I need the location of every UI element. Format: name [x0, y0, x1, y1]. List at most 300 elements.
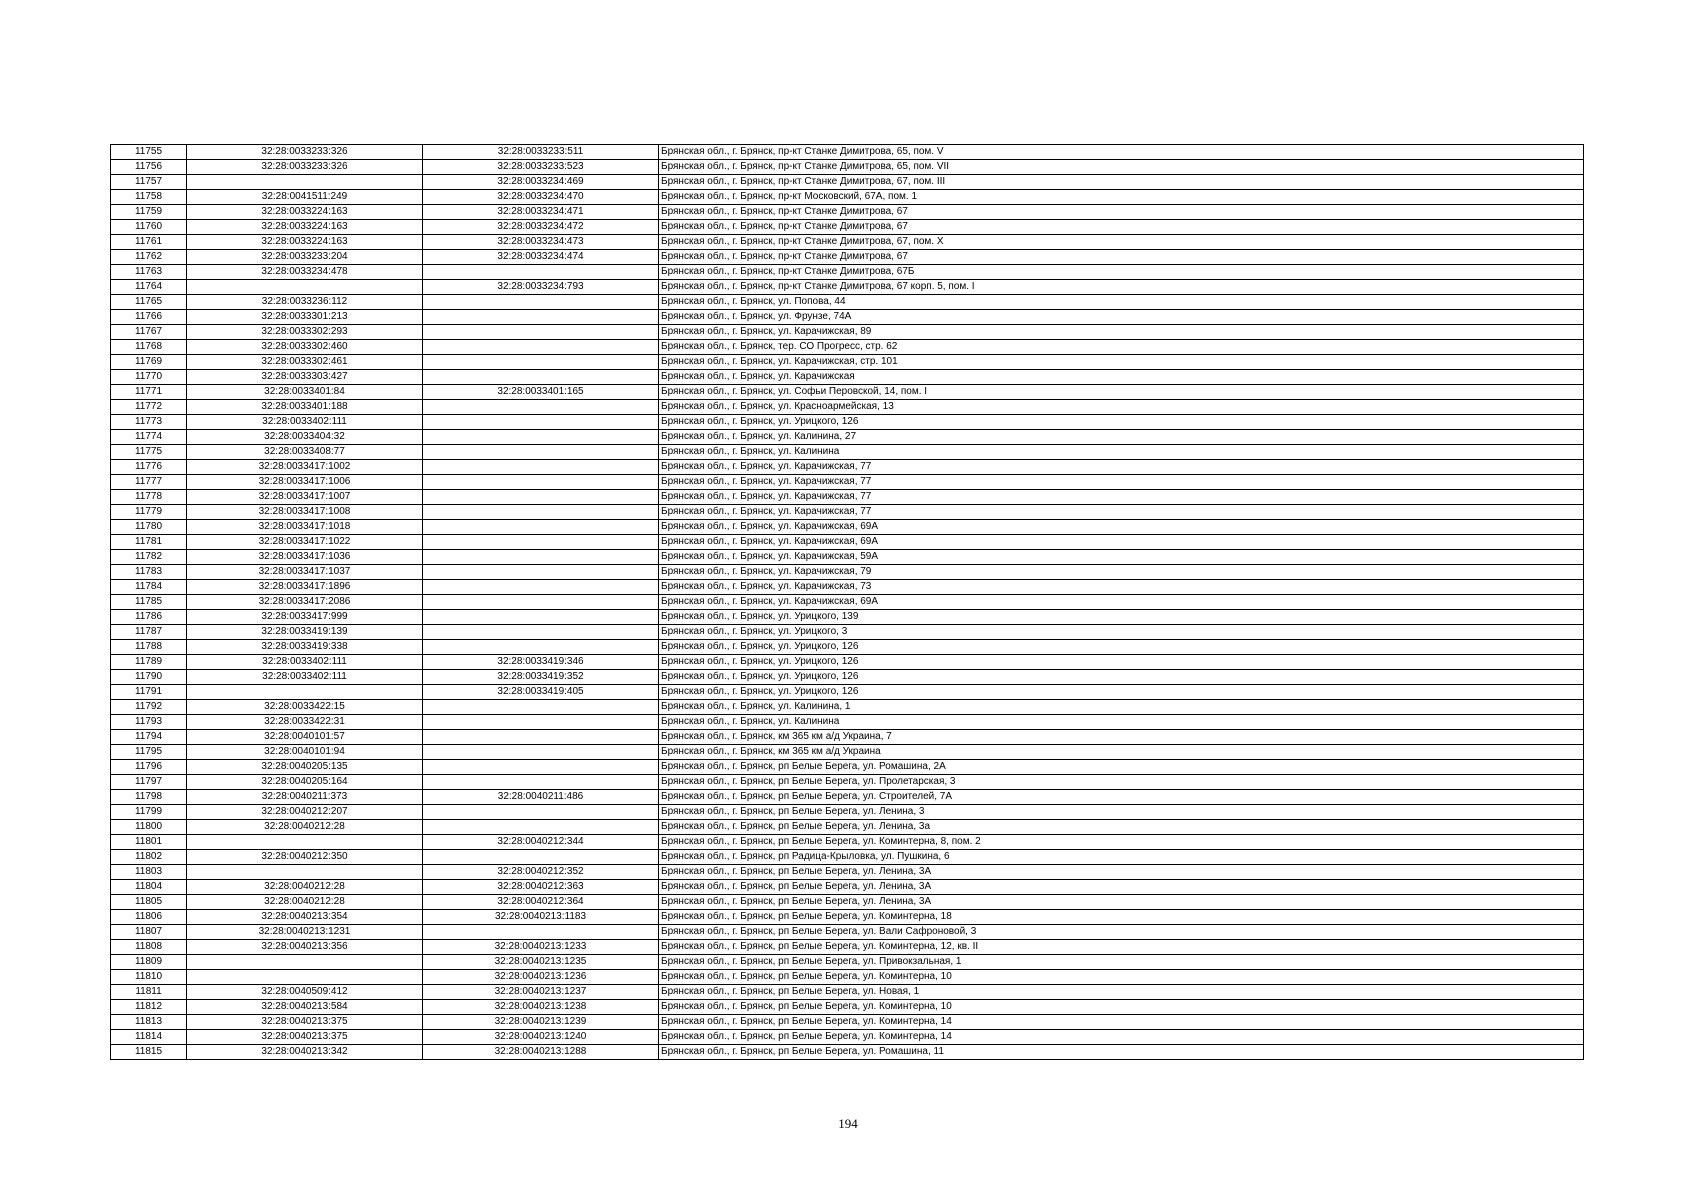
table-row — [111, 1015, 1584, 1030]
table-row — [111, 1030, 1584, 1045]
address-cell: Брянская обл., г. Брянск, рп Белые Берега, ул. Строителей, 7А — [659, 790, 1584, 805]
row-number-cell: 11791 — [111, 685, 187, 700]
object-cadastral-number-cell: 32:28:0033234:474 — [423, 250, 659, 265]
table-row — [111, 235, 1584, 250]
parcel-cadastral-number-cell: 32:28:0033233:326 — [187, 160, 423, 175]
table-row — [111, 250, 1584, 265]
address-cell: Брянская обл., г. Брянск, пр-кт Станке Димитрова, 67, пом. X — [659, 235, 1584, 250]
table-row — [111, 430, 1584, 445]
table-row — [111, 700, 1584, 715]
object-cadastral-number-cell: 32:28:0040213:1237 — [423, 985, 659, 1000]
table-row — [111, 745, 1584, 760]
table-row — [111, 145, 1584, 160]
row-number-cell: 11810 — [111, 970, 187, 985]
row-number-cell: 11794 — [111, 730, 187, 745]
parcel-cadastral-number-cell — [187, 835, 423, 850]
object-cadastral-number-cell: 32:28:0033234:473 — [423, 235, 659, 250]
row-number-cell: 11757 — [111, 175, 187, 190]
parcel-cadastral-number-cell: 32:28:0033417:1896 — [187, 580, 423, 595]
table-row — [111, 295, 1584, 310]
address-cell: Брянская обл., г. Брянск, рп Белые Берега, ул. Ромашина, 2А — [659, 760, 1584, 775]
table-row — [111, 325, 1584, 340]
object-cadastral-number-cell: 32:28:0040213:1240 — [423, 1030, 659, 1045]
object-cadastral-number-cell: 32:28:0033419:352 — [423, 670, 659, 685]
row-number-cell: 11808 — [111, 940, 187, 955]
row-number-cell: 11767 — [111, 325, 187, 340]
object-cadastral-number-cell: 32:28:0040213:1238 — [423, 1000, 659, 1015]
table-row — [111, 805, 1584, 820]
object-cadastral-number-cell — [423, 625, 659, 640]
parcel-cadastral-number-cell: 32:28:0033419:139 — [187, 625, 423, 640]
row-number-cell: 11784 — [111, 580, 187, 595]
parcel-cadastral-number-cell: 32:28:0040101:57 — [187, 730, 423, 745]
table-row — [111, 490, 1584, 505]
parcel-cadastral-number-cell: 32:28:0033417:999 — [187, 610, 423, 625]
table-row — [111, 670, 1584, 685]
table-row — [111, 265, 1584, 280]
row-number-cell: 11786 — [111, 610, 187, 625]
object-cadastral-number-cell — [423, 460, 659, 475]
row-number-cell: 11788 — [111, 640, 187, 655]
parcel-cadastral-number-cell: 32:28:0040205:135 — [187, 760, 423, 775]
table-row — [111, 760, 1584, 775]
parcel-cadastral-number-cell — [187, 970, 423, 985]
address-cell: Брянская обл., г. Брянск, рп Белые Берега, ул. Коминтерна, 10 — [659, 970, 1584, 985]
parcel-cadastral-number-cell: 32:28:0040212:28 — [187, 820, 423, 835]
parcel-cadastral-number-cell: 32:28:0033417:1022 — [187, 535, 423, 550]
object-cadastral-number-cell — [423, 355, 659, 370]
table-row — [111, 160, 1584, 175]
row-number-cell: 11769 — [111, 355, 187, 370]
row-number-cell: 11756 — [111, 160, 187, 175]
object-cadastral-number-cell — [423, 820, 659, 835]
parcel-cadastral-number-cell: 32:28:0033408:77 — [187, 445, 423, 460]
row-number-cell: 11812 — [111, 1000, 187, 1015]
parcel-cadastral-number-cell: 32:28:0033419:338 — [187, 640, 423, 655]
parcel-cadastral-number-cell: 32:28:0033302:293 — [187, 325, 423, 340]
table-row — [111, 625, 1584, 640]
table-row — [111, 355, 1584, 370]
row-number-cell: 11765 — [111, 295, 187, 310]
address-cell: Брянская обл., г. Брянск, ул. Карачижская, 77 — [659, 475, 1584, 490]
parcel-cadastral-number-cell: 32:28:0040212:28 — [187, 895, 423, 910]
address-cell: Брянская обл., г. Брянск, ул. Урицкого, 126 — [659, 640, 1584, 655]
parcel-cadastral-number-cell: 32:28:0033233:326 — [187, 145, 423, 160]
object-cadastral-number-cell: 32:28:0040212:344 — [423, 835, 659, 850]
table-row — [111, 835, 1584, 850]
parcel-cadastral-number-cell — [187, 955, 423, 970]
table-row — [111, 985, 1584, 1000]
object-cadastral-number-cell — [423, 925, 659, 940]
address-cell: Брянская обл., г. Брянск, пр-кт Станке Димитрова, 67, пом. III — [659, 175, 1584, 190]
row-number-cell: 11807 — [111, 925, 187, 940]
address-cell: Брянская обл., г. Брянск, ул. Карачижская, 59А — [659, 550, 1584, 565]
object-cadastral-number-cell — [423, 775, 659, 790]
parcel-cadastral-number-cell: 32:28:0033401:84 — [187, 385, 423, 400]
row-number-cell: 11766 — [111, 310, 187, 325]
table-row — [111, 550, 1584, 565]
address-cell: Брянская обл., г. Брянск, пр-кт Станке Димитрова, 65, пом. V — [659, 145, 1584, 160]
row-number-cell: 11776 — [111, 460, 187, 475]
table-row — [111, 910, 1584, 925]
address-cell: Брянская обл., г. Брянск, км 365 км а/д Украина — [659, 745, 1584, 760]
object-cadastral-number-cell — [423, 340, 659, 355]
parcel-cadastral-number-cell: 32:28:0041511:249 — [187, 190, 423, 205]
address-cell: Брянская обл., г. Брянск, рп Белые Берега, ул. Ромашина, 11 — [659, 1045, 1584, 1060]
table-row — [111, 685, 1584, 700]
address-cell: Брянская обл., г. Брянск, рп Белые Берега, ул. Ленина, 3 — [659, 805, 1584, 820]
row-number-cell: 11775 — [111, 445, 187, 460]
row-number-cell: 11777 — [111, 475, 187, 490]
object-cadastral-number-cell: 32:28:0033233:523 — [423, 160, 659, 175]
parcel-cadastral-number-cell: 32:28:0040212:350 — [187, 850, 423, 865]
row-number-cell: 11785 — [111, 595, 187, 610]
object-cadastral-number-cell — [423, 760, 659, 775]
object-cadastral-number-cell — [423, 730, 659, 745]
row-number-cell: 11759 — [111, 205, 187, 220]
page-number: 194 — [838, 1116, 858, 1131]
object-cadastral-number-cell — [423, 520, 659, 535]
address-cell: Брянская обл., г. Брянск, рп Белые Берега, ул. Пролетарская, 3 — [659, 775, 1584, 790]
row-number-cell: 11801 — [111, 835, 187, 850]
object-cadastral-number-cell: 32:28:0040213:1288 — [423, 1045, 659, 1060]
address-cell: Брянская обл., г. Брянск, рп Белые Берега, ул. Коминтерна, 14 — [659, 1015, 1584, 1030]
table-row — [111, 595, 1584, 610]
table-row — [111, 520, 1584, 535]
object-cadastral-number-cell — [423, 490, 659, 505]
object-cadastral-number-cell — [423, 400, 659, 415]
address-cell: Брянская обл., г. Брянск, ул. Урицкого, 126 — [659, 415, 1584, 430]
address-cell: Брянская обл., г. Брянск, ул. Карачижская, 77 — [659, 460, 1584, 475]
row-number-cell: 11783 — [111, 565, 187, 580]
row-number-cell: 11772 — [111, 400, 187, 415]
row-number-cell: 11778 — [111, 490, 187, 505]
object-cadastral-number-cell — [423, 610, 659, 625]
parcel-cadastral-number-cell: 32:28:0033417:1037 — [187, 565, 423, 580]
table-row — [111, 640, 1584, 655]
parcel-cadastral-number-cell: 32:28:0033224:163 — [187, 205, 423, 220]
object-cadastral-number-cell — [423, 415, 659, 430]
address-cell: Брянская обл., г. Брянск, ул. Карачижская, 73 — [659, 580, 1584, 595]
object-cadastral-number-cell: 32:28:0033234:793 — [423, 280, 659, 295]
row-number-cell: 11809 — [111, 955, 187, 970]
object-cadastral-number-cell — [423, 580, 659, 595]
object-cadastral-number-cell: 32:28:0033234:469 — [423, 175, 659, 190]
table-row — [111, 730, 1584, 745]
table-row — [111, 565, 1584, 580]
object-cadastral-number-cell: 32:28:0040212:363 — [423, 880, 659, 895]
object-cadastral-number-cell: 32:28:0033419:405 — [423, 685, 659, 700]
parcel-cadastral-number-cell: 32:28:0040213:584 — [187, 1000, 423, 1015]
address-cell: Брянская обл., г. Брянск, рп Радица-Крыловка, ул. Пушкина, 6 — [659, 850, 1584, 865]
address-cell: Брянская обл., г. Брянск, рп Белые Берега, ул. Коминтерна, 8, пом. 2 — [659, 835, 1584, 850]
address-cell: Брянская обл., г. Брянск, пр-кт Станке Димитрова, 67 — [659, 220, 1584, 235]
object-cadastral-number-cell — [423, 715, 659, 730]
row-number-cell: 11755 — [111, 145, 187, 160]
table-row — [111, 190, 1584, 205]
table-row — [111, 385, 1584, 400]
row-number-cell: 11790 — [111, 670, 187, 685]
object-cadastral-number-cell — [423, 370, 659, 385]
table-row — [111, 790, 1584, 805]
object-cadastral-number-cell — [423, 325, 659, 340]
parcel-cadastral-number-cell: 32:28:0033417:2086 — [187, 595, 423, 610]
object-cadastral-number-cell — [423, 430, 659, 445]
address-cell: Брянская обл., г. Брянск, рп Белые Берега, ул. Вали Сафроновой, 3 — [659, 925, 1584, 940]
parcel-cadastral-number-cell: 32:28:0033417:1007 — [187, 490, 423, 505]
address-cell: Брянская обл., г. Брянск, ул. Попова, 44 — [659, 295, 1584, 310]
object-cadastral-number-cell — [423, 445, 659, 460]
parcel-cadastral-number-cell: 32:28:0033417:1006 — [187, 475, 423, 490]
table-row — [111, 370, 1584, 385]
row-number-cell: 11815 — [111, 1045, 187, 1060]
parcel-cadastral-number-cell: 32:28:0033402:111 — [187, 655, 423, 670]
row-number-cell: 11795 — [111, 745, 187, 760]
row-number-cell: 11798 — [111, 790, 187, 805]
address-cell: Брянская обл., г. Брянск, ул. Красноармейская, 13 — [659, 400, 1584, 415]
address-cell: Брянская обл., г. Брянск, ул. Урицкого, 139 — [659, 610, 1584, 625]
object-cadastral-number-cell: 32:28:0040213:1183 — [423, 910, 659, 925]
row-number-cell: 11789 — [111, 655, 187, 670]
row-number-cell: 11773 — [111, 415, 187, 430]
parcel-cadastral-number-cell: 32:28:0033417:1018 — [187, 520, 423, 535]
table-row — [111, 865, 1584, 880]
address-cell: Брянская обл., г. Брянск, ул. Урицкого, 126 — [659, 670, 1584, 685]
row-number-cell: 11763 — [111, 265, 187, 280]
parcel-cadastral-number-cell: 32:28:0040509:412 — [187, 985, 423, 1000]
parcel-cadastral-number-cell — [187, 280, 423, 295]
row-number-cell: 11804 — [111, 880, 187, 895]
row-number-cell: 11811 — [111, 985, 187, 1000]
row-number-cell: 11764 — [111, 280, 187, 295]
parcel-cadastral-number-cell: 32:28:0033404:32 — [187, 430, 423, 445]
address-cell: Брянская обл., г. Брянск, ул. Карачижская, 69А — [659, 520, 1584, 535]
table-row — [111, 715, 1584, 730]
parcel-cadastral-number-cell: 32:28:0040213:342 — [187, 1045, 423, 1060]
parcel-cadastral-number-cell: 32:28:0040213:375 — [187, 1030, 423, 1045]
address-cell: Брянская обл., г. Брянск, км 365 км а/д Украина, 7 — [659, 730, 1584, 745]
address-cell: Брянская обл., г. Брянск, ул. Калинина — [659, 715, 1584, 730]
table-row — [111, 1045, 1584, 1060]
table-row — [111, 610, 1584, 625]
row-number-cell: 11779 — [111, 505, 187, 520]
parcel-cadastral-number-cell: 32:28:0040213:354 — [187, 910, 423, 925]
address-cell: Брянская обл., г. Брянск, ул. Карачижская, 77 — [659, 505, 1584, 520]
parcel-cadastral-number-cell: 32:28:0033303:427 — [187, 370, 423, 385]
row-number-cell: 11799 — [111, 805, 187, 820]
parcel-cadastral-number-cell: 32:28:0040211:373 — [187, 790, 423, 805]
table-row — [111, 340, 1584, 355]
row-number-cell: 11782 — [111, 550, 187, 565]
parcel-cadastral-number-cell: 32:28:0033236:112 — [187, 295, 423, 310]
address-cell: Брянская обл., г. Брянск, ул. Урицкого, 126 — [659, 685, 1584, 700]
parcel-cadastral-number-cell: 32:28:0040212:207 — [187, 805, 423, 820]
parcel-cadastral-number-cell: 32:28:0033417:1002 — [187, 460, 423, 475]
row-number-cell: 11770 — [111, 370, 187, 385]
address-cell: Брянская обл., г. Брянск, ул. Карачижская, 79 — [659, 565, 1584, 580]
address-cell: Брянская обл., г. Брянск, рп Белые Берега, ул. Коминтерна, 12, кв. II — [659, 940, 1584, 955]
parcel-cadastral-number-cell: 32:28:0033422:31 — [187, 715, 423, 730]
object-cadastral-number-cell — [423, 535, 659, 550]
row-number-cell: 11780 — [111, 520, 187, 535]
parcel-cadastral-number-cell: 32:28:0040213:356 — [187, 940, 423, 955]
parcel-cadastral-number-cell: 32:28:0040101:94 — [187, 745, 423, 760]
parcel-cadastral-number-cell: 32:28:0033417:1036 — [187, 550, 423, 565]
address-cell: Брянская обл., г. Брянск, ул. Урицкого, 3 — [659, 625, 1584, 640]
parcel-cadastral-number-cell: 32:28:0040213:375 — [187, 1015, 423, 1030]
object-cadastral-number-cell — [423, 310, 659, 325]
table-row — [111, 310, 1584, 325]
row-number-cell: 11797 — [111, 775, 187, 790]
parcel-cadastral-number-cell: 32:28:0033224:163 — [187, 220, 423, 235]
row-number-cell: 11802 — [111, 850, 187, 865]
table-row — [111, 220, 1584, 235]
table-row — [111, 820, 1584, 835]
parcel-cadastral-number-cell: 32:28:0033417:1008 — [187, 505, 423, 520]
row-number-cell: 11793 — [111, 715, 187, 730]
object-cadastral-number-cell — [423, 505, 659, 520]
table-row — [111, 925, 1584, 940]
address-cell: Брянская обл., г. Брянск, пр-кт Станке Димитрова, 67Б — [659, 265, 1584, 280]
parcel-cadastral-number-cell: 32:28:0040205:164 — [187, 775, 423, 790]
address-cell: Брянская обл., г. Брянск, ул. Софьи Перовской, 14, пом. I — [659, 385, 1584, 400]
parcel-cadastral-number-cell: 32:28:0033233:204 — [187, 250, 423, 265]
table-row — [111, 505, 1584, 520]
parcel-cadastral-number-cell: 32:28:0033401:188 — [187, 400, 423, 415]
address-cell: Брянская обл., г. Брянск, тер. СО Прогресс, стр. 62 — [659, 340, 1584, 355]
row-number-cell: 11761 — [111, 235, 187, 250]
address-cell: Брянская обл., г. Брянск, ул. Урицкого, 126 — [659, 655, 1584, 670]
table-row — [111, 940, 1584, 955]
object-cadastral-number-cell — [423, 745, 659, 760]
table-row — [111, 535, 1584, 550]
address-cell: Брянская обл., г. Брянск, рп Белые Берега, ул. Ленина, 3а — [659, 820, 1584, 835]
row-number-cell: 11796 — [111, 760, 187, 775]
table-row — [111, 895, 1584, 910]
parcel-cadastral-number-cell — [187, 685, 423, 700]
address-cell: Брянская обл., г. Брянск, ул. Калинина, 1 — [659, 700, 1584, 715]
object-cadastral-number-cell — [423, 550, 659, 565]
parcel-cadastral-number-cell: 32:28:0033422:15 — [187, 700, 423, 715]
table-row — [111, 475, 1584, 490]
object-cadastral-number-cell: 32:28:0033234:470 — [423, 190, 659, 205]
object-cadastral-number-cell: 32:28:0033234:471 — [423, 205, 659, 220]
registry-table-body — [111, 145, 1584, 1060]
object-cadastral-number-cell — [423, 475, 659, 490]
parcel-cadastral-number-cell: 32:28:0033402:111 — [187, 415, 423, 430]
object-cadastral-number-cell: 32:28:0040213:1233 — [423, 940, 659, 955]
object-cadastral-number-cell: 32:28:0040212:364 — [423, 895, 659, 910]
address-cell: Брянская обл., г. Брянск, рп Белые Берега, ул. Коминтерна, 18 — [659, 910, 1584, 925]
table-row — [111, 175, 1584, 190]
row-number-cell: 11760 — [111, 220, 187, 235]
object-cadastral-number-cell: 32:28:0040213:1239 — [423, 1015, 659, 1030]
object-cadastral-number-cell — [423, 640, 659, 655]
row-number-cell: 11758 — [111, 190, 187, 205]
address-cell: Брянская обл., г. Брянск, пр-кт Станке Димитрова, 67 — [659, 250, 1584, 265]
row-number-cell: 11792 — [111, 700, 187, 715]
object-cadastral-number-cell: 32:28:0040213:1236 — [423, 970, 659, 985]
address-cell: Брянская обл., г. Брянск, рп Белые Берега, ул. Ленина, 3А — [659, 895, 1584, 910]
row-number-cell: 11774 — [111, 430, 187, 445]
row-number-cell: 11800 — [111, 820, 187, 835]
table-row — [111, 1000, 1584, 1015]
address-cell: Брянская обл., г. Брянск, ул. Карачижская, 77 — [659, 490, 1584, 505]
address-cell: Брянская обл., г. Брянск, рп Белые Берега, ул. Коминтерна, 10 — [659, 1000, 1584, 1015]
parcel-cadastral-number-cell: 32:28:0040213:1231 — [187, 925, 423, 940]
table-row — [111, 850, 1584, 865]
row-number-cell: 11806 — [111, 910, 187, 925]
row-number-cell: 11803 — [111, 865, 187, 880]
address-cell: Брянская обл., г. Брянск, ул. Карачижская, 89 — [659, 325, 1584, 340]
object-cadastral-number-cell: 32:28:0040213:1235 — [423, 955, 659, 970]
registry-table — [110, 144, 1584, 1060]
table-row — [111, 205, 1584, 220]
object-cadastral-number-cell — [423, 700, 659, 715]
row-number-cell: 11787 — [111, 625, 187, 640]
row-number-cell: 11771 — [111, 385, 187, 400]
address-cell: Брянская обл., г. Брянск, рп Белые Берега, ул. Ленина, 3А — [659, 880, 1584, 895]
object-cadastral-number-cell — [423, 265, 659, 280]
parcel-cadastral-number-cell: 32:28:0033402:111 — [187, 670, 423, 685]
address-cell: Брянская обл., г. Брянск, рп Белые Берега, ул. Коминтерна, 14 — [659, 1030, 1584, 1045]
object-cadastral-number-cell — [423, 595, 659, 610]
table-row — [111, 400, 1584, 415]
table-row — [111, 655, 1584, 670]
address-cell: Брянская обл., г. Брянск, рп Белые Берега, ул. Привокзальная, 1 — [659, 955, 1584, 970]
table-row — [111, 970, 1584, 985]
address-cell: Брянская обл., г. Брянск, ул. Фрунзе, 74А — [659, 310, 1584, 325]
table-row — [111, 415, 1584, 430]
table-row — [111, 460, 1584, 475]
parcel-cadastral-number-cell: 32:28:0040212:28 — [187, 880, 423, 895]
address-cell: Брянская обл., г. Брянск, рп Белые Берега, ул. Новая, 1 — [659, 985, 1584, 1000]
address-cell: Брянская обл., г. Брянск, ул. Калинина, 27 — [659, 430, 1584, 445]
object-cadastral-number-cell: 32:28:0033401:165 — [423, 385, 659, 400]
table-row — [111, 580, 1584, 595]
table-row — [111, 775, 1584, 790]
address-cell: Брянская обл., г. Брянск, ул. Карачижская, 69А — [659, 535, 1584, 550]
parcel-cadastral-number-cell: 32:28:0033301:213 — [187, 310, 423, 325]
parcel-cadastral-number-cell: 32:28:0033224:163 — [187, 235, 423, 250]
parcel-cadastral-number-cell — [187, 175, 423, 190]
address-cell: Брянская обл., г. Брянск, ул. Карачижская — [659, 370, 1584, 385]
row-number-cell: 11805 — [111, 895, 187, 910]
table-row — [111, 280, 1584, 295]
parcel-cadastral-number-cell: 32:28:0033302:460 — [187, 340, 423, 355]
object-cadastral-number-cell — [423, 565, 659, 580]
row-number-cell: 11814 — [111, 1030, 187, 1045]
address-cell: Брянская обл., г. Брянск, ул. Карачижская, 69А — [659, 595, 1584, 610]
object-cadastral-number-cell: 32:28:0040212:352 — [423, 865, 659, 880]
address-cell: Брянская обл., г. Брянск, пр-кт Московский, 67А, пом. 1 — [659, 190, 1584, 205]
address-cell: Брянская обл., г. Брянск, пр-кт Станке Димитрова, 67 — [659, 205, 1584, 220]
table-row — [111, 880, 1584, 895]
object-cadastral-number-cell: 32:28:0033233:511 — [423, 145, 659, 160]
parcel-cadastral-number-cell: 32:28:0033302:461 — [187, 355, 423, 370]
object-cadastral-number-cell — [423, 805, 659, 820]
row-number-cell: 11762 — [111, 250, 187, 265]
parcel-cadastral-number-cell: 32:28:0033234:478 — [187, 265, 423, 280]
address-cell: Брянская обл., г. Брянск, пр-кт Станке Димитрова, 65, пом. VII — [659, 160, 1584, 175]
table-row — [111, 955, 1584, 970]
object-cadastral-number-cell — [423, 295, 659, 310]
object-cadastral-number-cell: 32:28:0040211:486 — [423, 790, 659, 805]
object-cadastral-number-cell: 32:28:0033419:346 — [423, 655, 659, 670]
row-number-cell: 11813 — [111, 1015, 187, 1030]
address-cell: Брянская обл., г. Брянск, рп Белые Берега, ул. Ленина, 3А — [659, 865, 1584, 880]
object-cadastral-number-cell — [423, 850, 659, 865]
